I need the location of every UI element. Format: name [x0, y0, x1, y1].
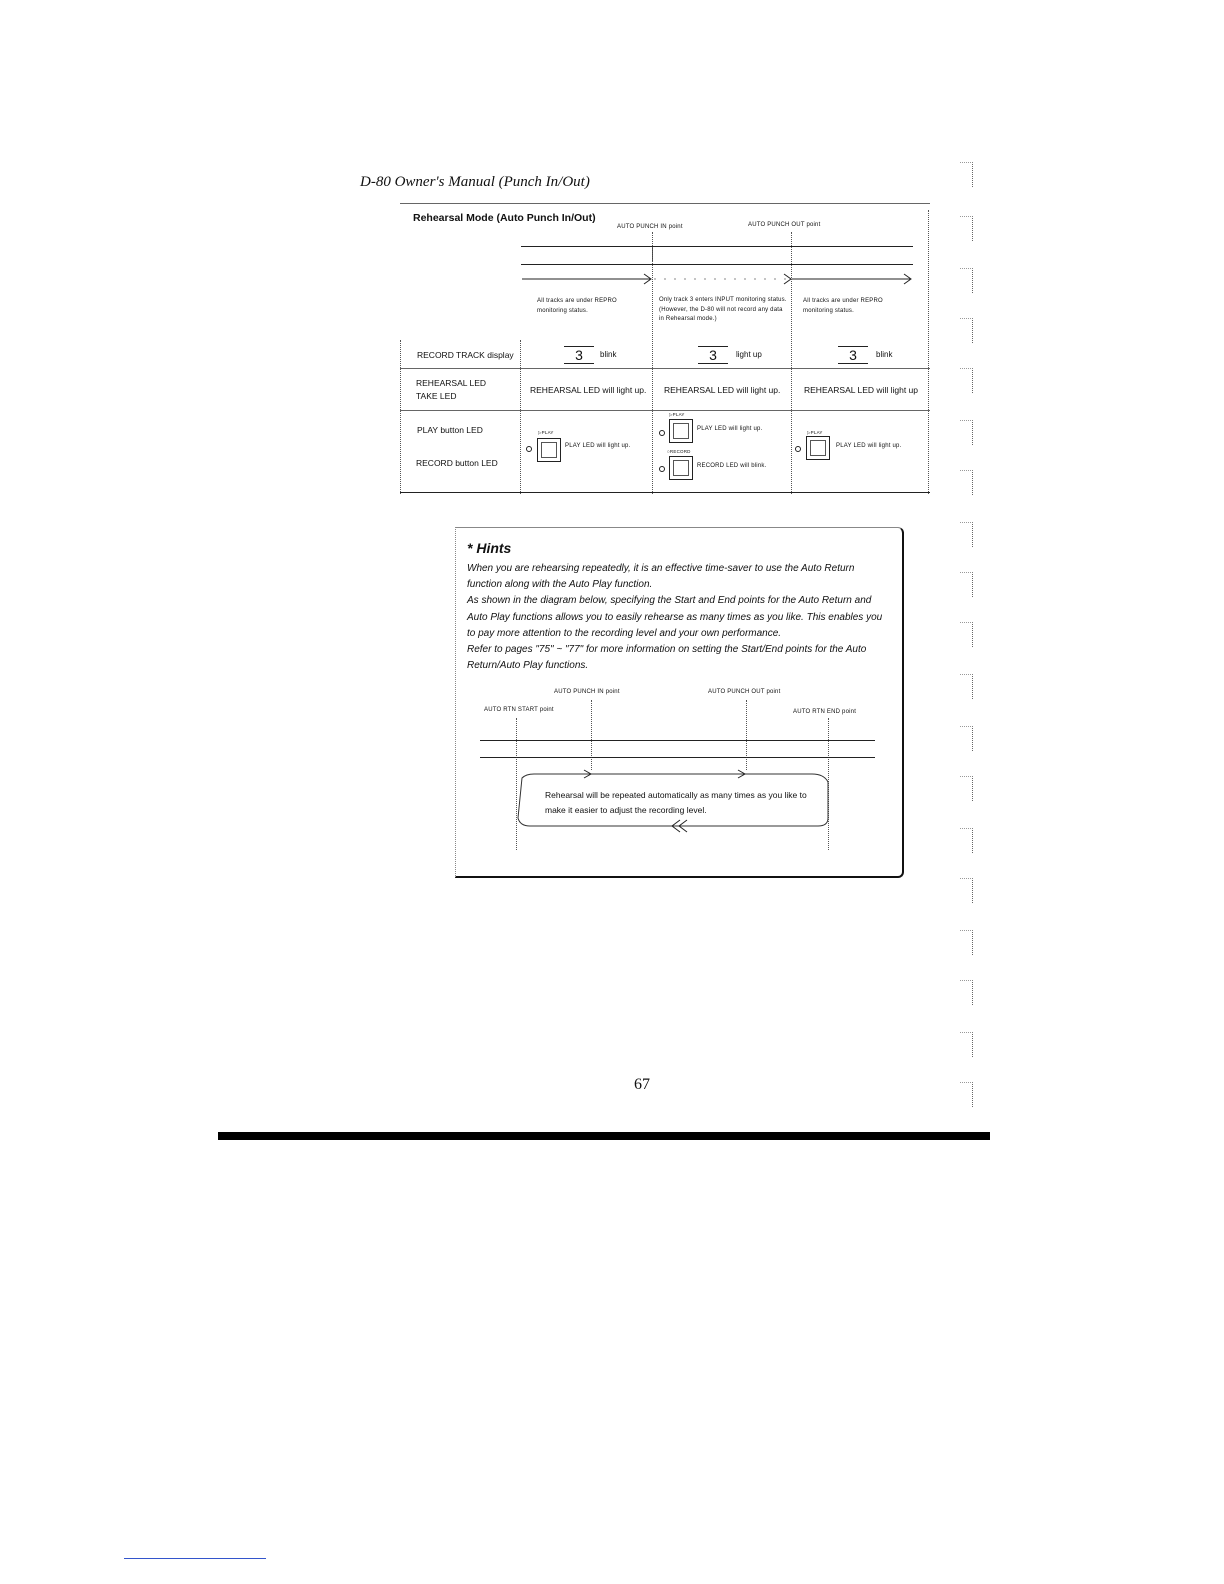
row-label-rehearsal-led: REHEARSAL LED	[416, 378, 487, 388]
table-bottom-rule	[400, 492, 930, 493]
row-separator-2	[400, 410, 930, 411]
track-display-1: 3	[564, 346, 594, 364]
row-label-record-track: RECORD TRACK display	[417, 350, 514, 360]
edge-mark	[960, 622, 973, 647]
edge-mark	[960, 878, 973, 903]
led-dot-1	[526, 446, 532, 452]
track-state-3: blink	[876, 350, 893, 359]
hints-paragraph-3: Refer to pages "75" ~ "77" for more information on setting the Start/End points for the Auto Return/Auto Play functions.	[467, 644, 867, 672]
edge-mark	[960, 268, 973, 293]
status-text-2: Only track 3 enters INPUT monitoring status. (However, the D-80 will not record any data in Rehearsal mode.)	[659, 297, 787, 322]
edge-mark	[960, 1082, 973, 1107]
status-text-3: All tracks are under REPRO monitoring status.	[803, 298, 883, 314]
play-caption-1: ▷PLAY	[538, 430, 554, 435]
rehearsal-text-2: REHEARSAL LED will light up.	[664, 385, 781, 395]
status-text-1: All tracks are under REPRO monitoring status.	[537, 298, 617, 314]
hint-loop-text: Rehearsal will be repeated automatically as many times as you like to make it easier to adjust the recording level.	[545, 790, 807, 815]
edge-mark	[960, 674, 973, 699]
row-separator-1	[400, 368, 930, 369]
edge-mark	[960, 980, 973, 1005]
timeline-line-2	[521, 264, 913, 265]
hint-timeline-2	[480, 757, 875, 758]
footer-bar	[218, 1132, 990, 1140]
record-caption: ○RECORD	[667, 449, 691, 454]
arrow-row	[520, 272, 915, 286]
table-left-edge	[400, 340, 401, 494]
hints-paragraph-2: As shown in the diagram below, specifying the Start and End points for the Auto Return and Auto Play functions allows you to easily rehearse as many times as you like. This enables you to pay more attention to the recording level and your own performance.	[467, 595, 883, 639]
edge-mark	[960, 162, 973, 187]
play-led-text-1: PLAY LED will light up.	[565, 443, 631, 449]
edge-mark	[960, 776, 973, 801]
column-separator-2	[791, 232, 792, 494]
play-button-1	[537, 438, 561, 462]
edge-mark	[960, 828, 973, 853]
play-caption-2: ▷PLAY	[669, 412, 685, 417]
edge-mark	[960, 726, 973, 751]
column-separator-0	[520, 340, 521, 494]
rehearsal-text-1: REHEARSAL LED will light up.	[530, 385, 647, 395]
page-header: D-80 Owner's Manual (Punch In/Out)	[360, 174, 590, 190]
play-caption-3: ▷PLAY	[807, 430, 823, 435]
track-state-1: blink	[600, 350, 617, 359]
hint-timeline-1	[480, 740, 875, 741]
edge-mark	[960, 216, 973, 241]
edge-mark	[960, 470, 973, 495]
row-label-take-led: TAKE LED	[416, 391, 457, 401]
hint-punch-out-marker	[746, 700, 747, 770]
row-label-play-led: PLAY button LED	[417, 425, 483, 435]
led-dot-4	[795, 446, 801, 452]
link-underline[interactable]	[124, 1558, 266, 1559]
hints-title: * Hints	[467, 540, 512, 556]
hint-punch-in-marker	[591, 700, 592, 770]
punch-out-label: AUTO PUNCH OUT point	[748, 222, 821, 228]
timeline-line-1	[521, 246, 913, 247]
edge-mark	[960, 522, 973, 547]
edge-mark	[960, 1032, 973, 1057]
page-number: 67	[634, 1076, 650, 1093]
led-dot-3	[659, 466, 665, 472]
edge-mark	[960, 420, 973, 445]
track-state-2: light up	[736, 350, 762, 359]
hint-rtn-end-label: AUTO RTN END point	[793, 709, 857, 715]
track-display-3: 3	[838, 346, 868, 364]
hint-rtn-start-label: AUTO RTN START point	[484, 707, 554, 713]
play-button-2	[669, 419, 693, 443]
play-led-text-2: PLAY LED will light up.	[697, 426, 763, 432]
play-button-3	[806, 436, 830, 460]
punch-in-label: AUTO PUNCH IN point	[617, 224, 683, 230]
edge-mark	[960, 930, 973, 955]
row-label-record-led: RECORD button LED	[416, 458, 498, 468]
column-separator-1	[652, 232, 653, 494]
hints-body	[467, 561, 892, 674]
hint-punch-in-label: AUTO PUNCH IN point	[554, 689, 620, 695]
top-rule	[400, 203, 930, 204]
table-right-edge	[928, 210, 929, 494]
edge-mark	[960, 318, 973, 343]
hints-paragraph-1: When you are rehearsing repeatedly, it is an effective time-saver to use the Auto Return function along with the Auto Play function.	[467, 563, 855, 591]
play-led-text-3: PLAY LED will light up.	[836, 443, 902, 449]
led-dot-2	[659, 430, 665, 436]
rehearsal-text-3: REHEARSAL LED will light up	[804, 385, 919, 395]
record-button	[669, 456, 693, 480]
section-title: Rehearsal Mode (Auto Punch In/Out)	[413, 212, 596, 224]
record-led-text: RECORD LED will blink.	[697, 463, 767, 469]
track-display-2: 3	[698, 346, 728, 364]
edge-mark	[960, 572, 973, 597]
edge-mark	[960, 368, 973, 393]
hint-punch-out-label: AUTO PUNCH OUT point	[708, 689, 781, 695]
